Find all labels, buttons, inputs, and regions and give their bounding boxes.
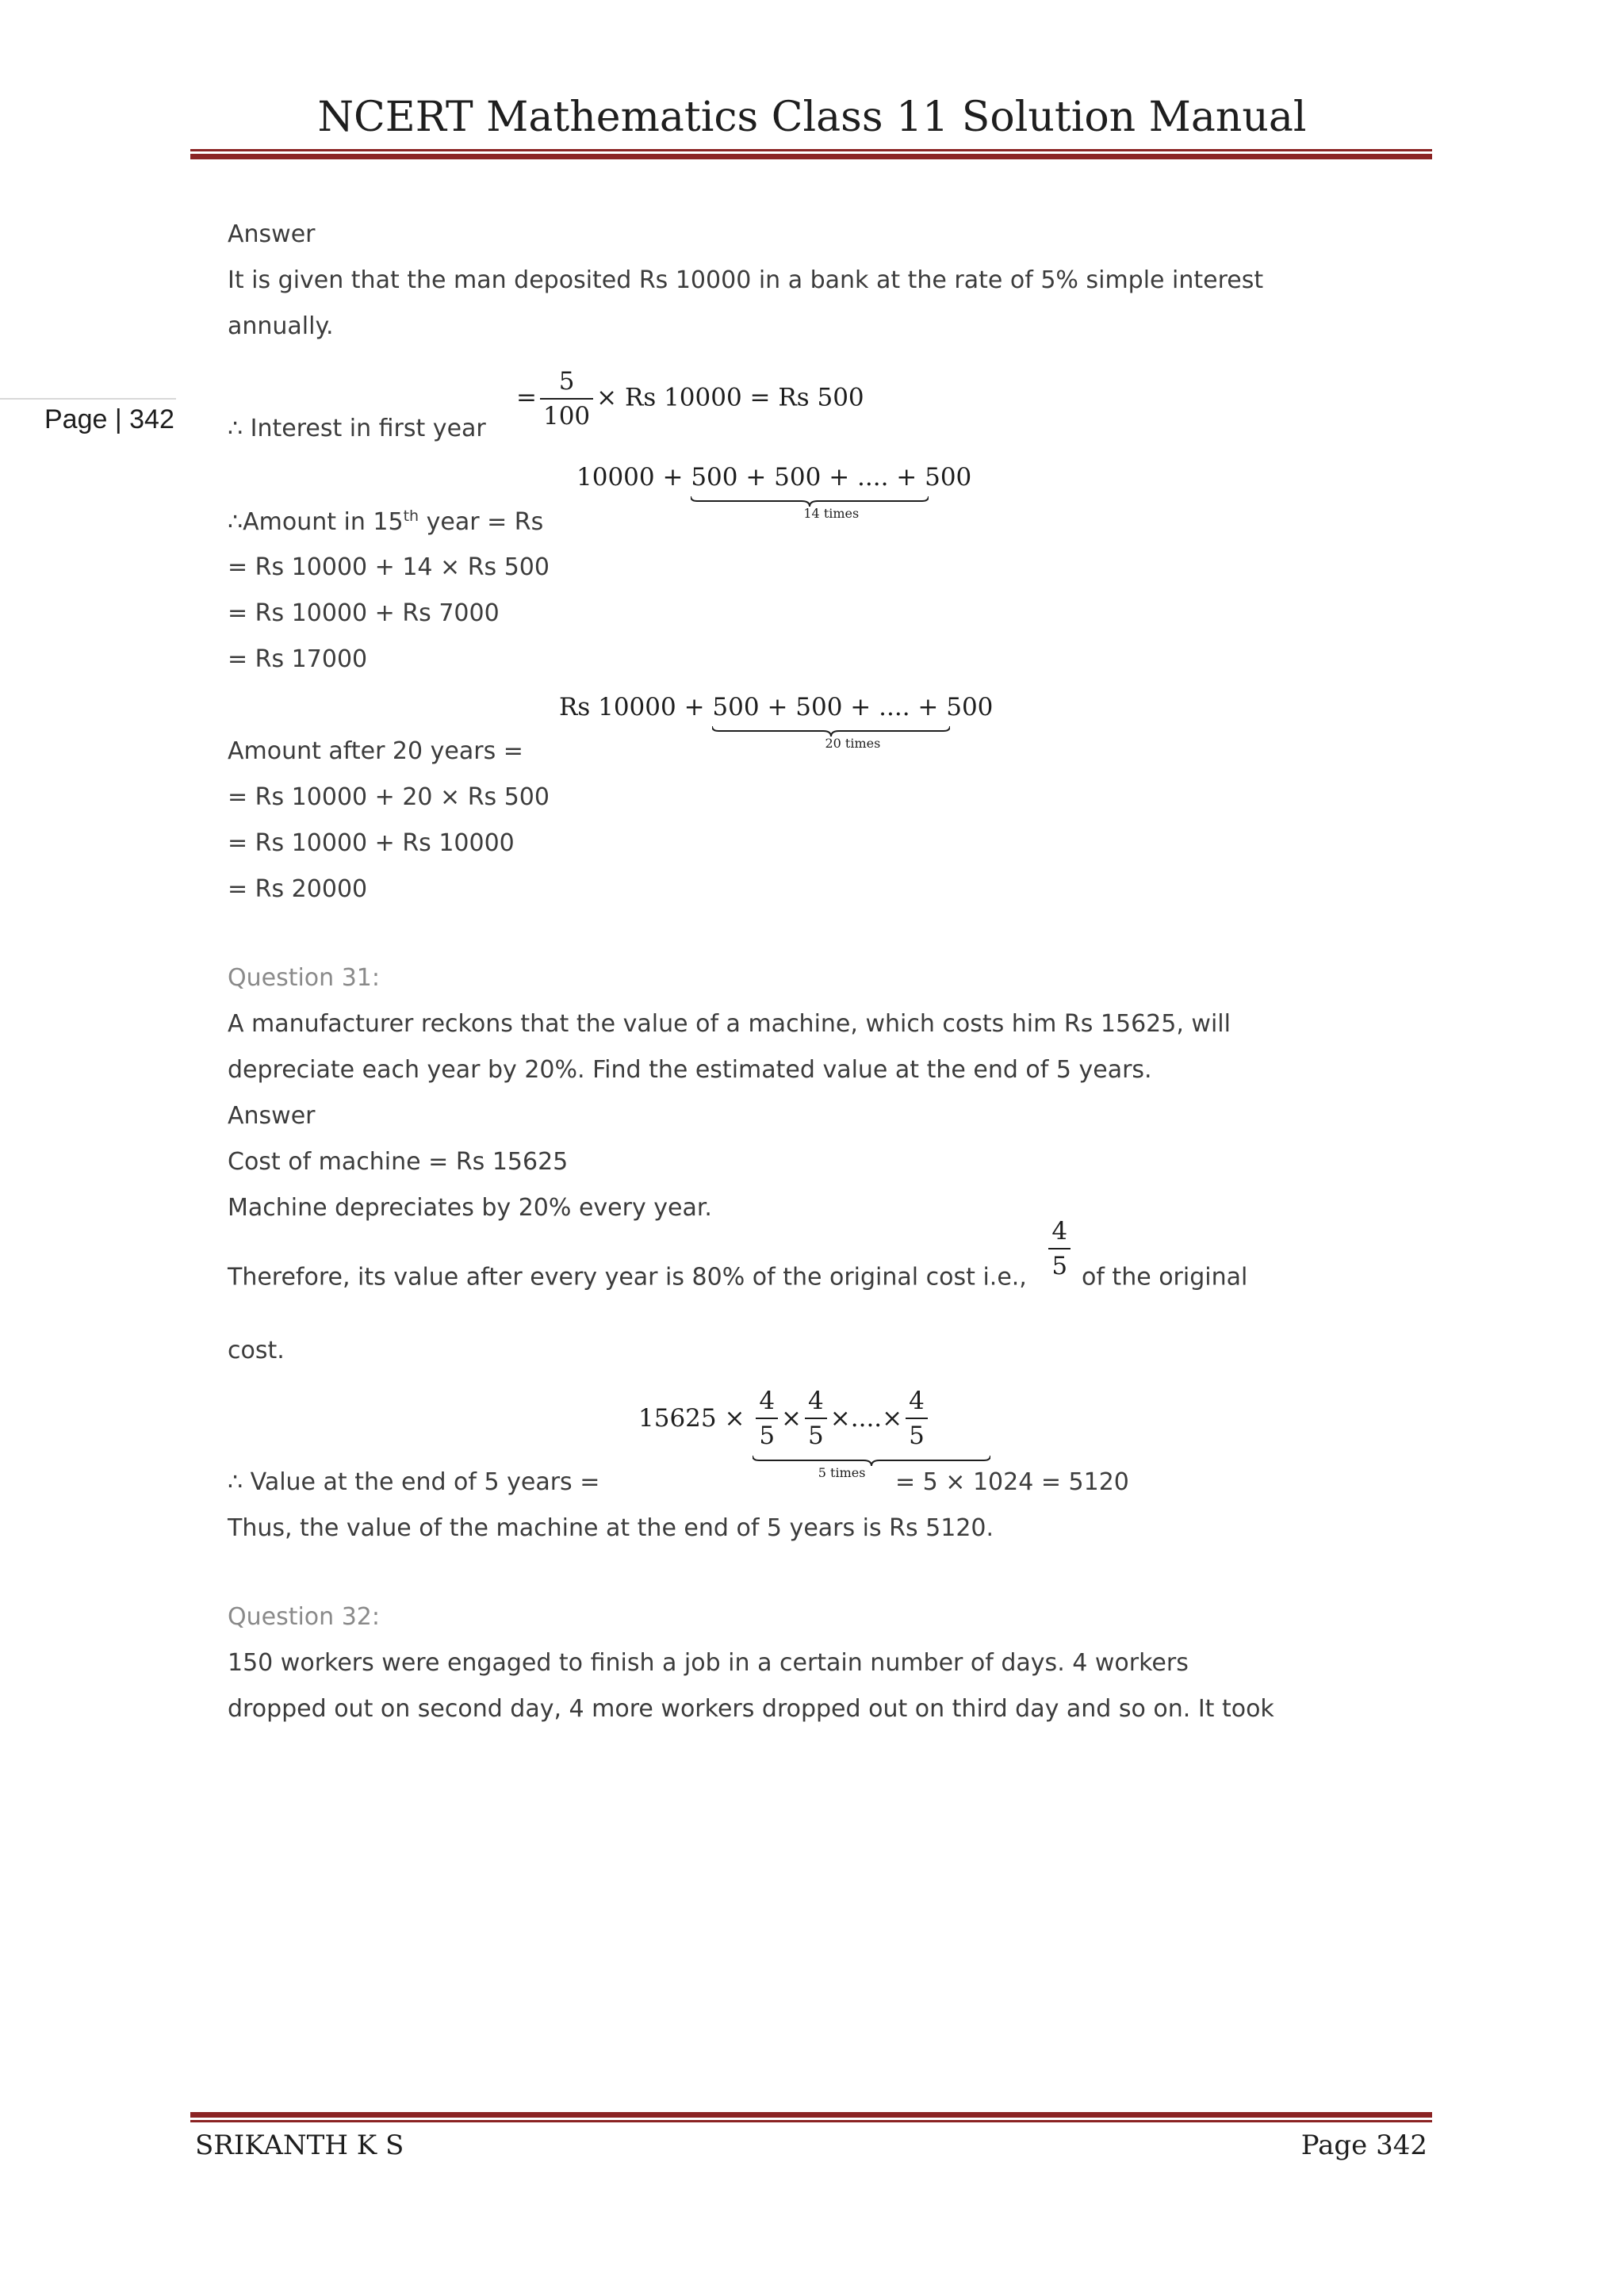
question-32-heading: Question 32: bbox=[228, 1603, 380, 1631]
footer-rule-thick bbox=[190, 2112, 1432, 2118]
value5-result: = 5 × 1024 = 5120 bbox=[895, 1468, 1129, 1496]
amount20-step-2: = Rs 10000 + Rs 10000 bbox=[228, 829, 515, 857]
q31-line-1: A manufacturer reckons that the value of a machine, which costs him Rs 15625, will bbox=[228, 1010, 1231, 1038]
amount20-step-1: = Rs 10000 + 20 × Rs 500 bbox=[228, 783, 550, 811]
value5-underbrace: $\frac{4}{5}$ × $\frac{4}{5}$ ×....× $\frac{4}{5}$ 5 times bbox=[753, 1384, 931, 1452]
cost-word: cost. bbox=[228, 1337, 285, 1364]
margin-divider bbox=[0, 398, 176, 400]
amount20-expression: Rs 10000 + 500 + 500 + .... + 500 20 times bbox=[559, 693, 994, 751]
answer-label: Answer bbox=[228, 220, 316, 248]
therefore-line: Therefore, its value after every year is 80% of the original cost i.e., $\frac{4}{5}$ of the original bbox=[228, 1243, 1247, 1311]
amount15-label: ∴Amount in 15th year = Rs bbox=[228, 507, 544, 536]
header-rule-thin bbox=[190, 149, 1432, 151]
amount15-step-2: = Rs 10000 + Rs 7000 bbox=[228, 599, 500, 627]
cost-line: Cost of machine = Rs 15625 bbox=[228, 1148, 569, 1176]
amount15-underbrace: 500 + 500 + .... + 500 14 times bbox=[691, 463, 972, 521]
value5-expression: 15625 × $\frac{4}{5}$ × $\frac{4}{5}$ ×....× $\frac{4}{5}$ 5 times bbox=[638, 1384, 931, 1452]
header-title: NCERT Mathematics Class 11 Solution Manual bbox=[317, 94, 1307, 141]
amount20-label: Amount after 20 years = bbox=[228, 737, 523, 765]
q32-line-2: dropped out on second day, 4 more workers dropped out on third day and so on. It took bbox=[228, 1695, 1274, 1723]
given-line-2: annually. bbox=[228, 312, 334, 340]
footer-rule-thin bbox=[190, 2120, 1432, 2122]
question-31-heading: Question 31: bbox=[228, 964, 380, 992]
interest-equation: = $\frac{5}{100}$ × Rs 10000 = Rs 500 bbox=[516, 365, 864, 433]
value5-label: ∴ Value at the end of 5 years = bbox=[228, 1468, 600, 1496]
amount15-step-1: = Rs 10000 + 14 × Rs 500 bbox=[228, 553, 550, 581]
amount15-expression: 10000 + 500 + 500 + .... + 500 14 times bbox=[576, 463, 972, 521]
amount20-step-3: = Rs 20000 bbox=[228, 875, 368, 903]
answer-label: Answer bbox=[228, 1102, 316, 1130]
thus-line: Thus, the value of the machine at the end of 5 years is Rs 5120. bbox=[228, 1514, 994, 1542]
footer-author: SRIKANTH K S bbox=[195, 2130, 404, 2161]
q32-line-1: 150 workers were engaged to finish a job in a certain number of days. 4 workers bbox=[228, 1649, 1189, 1677]
footer-page-number: Page 342 bbox=[1300, 2130, 1427, 2161]
interest-label: ∴ Interest in first year bbox=[228, 415, 486, 442]
depreciate-line: Machine depreciates by 20% every year. bbox=[228, 1194, 712, 1222]
q31-line-2: depreciate each year by 20%. Find the estimated value at the end of 5 years. bbox=[228, 1056, 1152, 1084]
amount20-underbrace: 500 + 500 + .... + 500 20 times bbox=[712, 693, 994, 751]
four-fifths-fraction: $\frac{4}{5}$ bbox=[1045, 1234, 1082, 1262]
margin-page-label: Page | 342 bbox=[44, 404, 174, 434]
header-rule-thick bbox=[190, 154, 1432, 159]
given-line-1: It is given that the man deposited Rs 10000 in a bank at the rate of 5% simple interest bbox=[228, 266, 1264, 294]
amount15-step-3: = Rs 17000 bbox=[228, 645, 368, 673]
